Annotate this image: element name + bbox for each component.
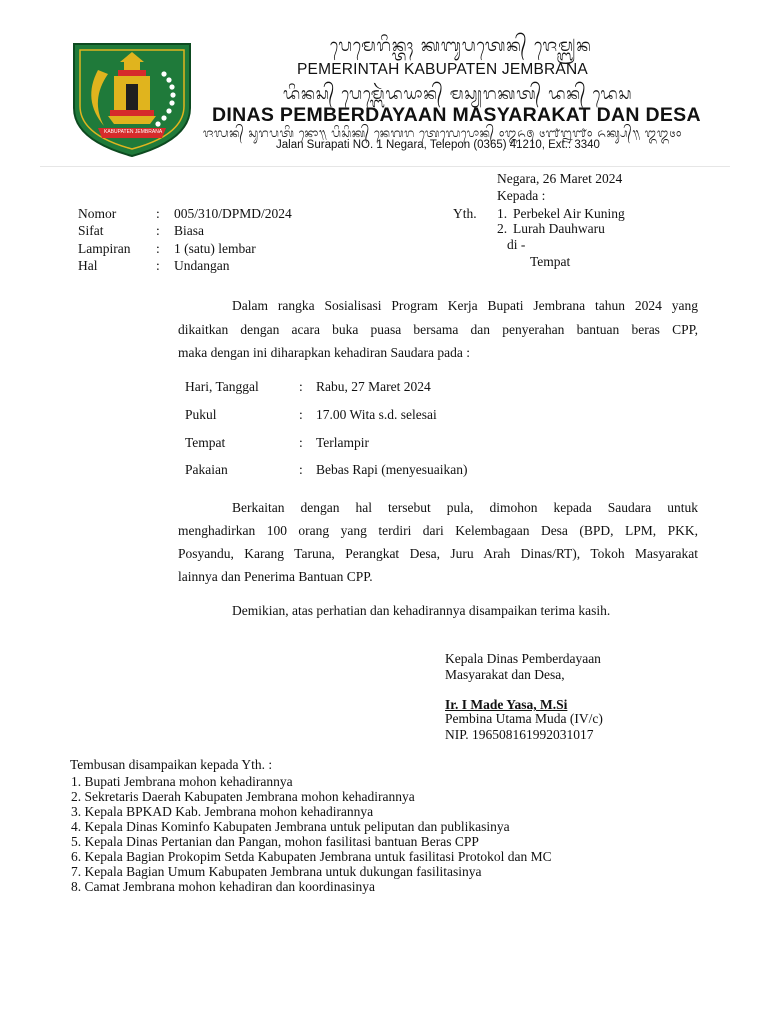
meta-value: Biasa — [174, 223, 204, 238]
copies-item: 7. Kepala Bagian Umum Kabupaten Jembrana untuk dukungan fasilitasinya — [71, 864, 482, 879]
signatory-title: Masyarakat dan Desa, — [445, 667, 565, 682]
copies-item: 2. Sekretaris Daerah Kabupaten Jembrana mohon kehadirannya — [71, 789, 415, 804]
recipient-place: Tempat — [530, 254, 571, 269]
recipient-name: Lurah Dauhwaru — [513, 221, 605, 236]
signatory-nip: NIP. 196508161992031017 — [445, 727, 594, 742]
detail-value: Bebas Rapi (menyesuaikan) — [316, 462, 468, 477]
detail-label: Pukul — [185, 407, 217, 422]
detail-separator: : — [299, 379, 303, 394]
recipient-number: 1. — [497, 206, 508, 221]
para1-line: dikaitkan dengan acara buka puasa bersama dan penyerahan bantuan beras CPP, — [178, 322, 698, 337]
recipient-name: Perbekel Air Kuning — [513, 206, 625, 221]
letterhead-address: Jalan Surapati NO. 1 Negara, Telepon (0365) 41210, Ext.: 3340 — [276, 139, 600, 151]
balinese-script-line-3: ᬚᬮᬦ᭄ ᬲᬸᬭᬧᬢᬶ ᬦᭀ᭟ ᬧᬶᬲᬶᬓ᭄ ᬦᬾᬕᬭ ᬢᬾᬮᬾᬧᭀᬦ᭄ ᭐᭓᭖᭕ ᭔᭑᭒᭑᭐ ᬏᬓ᭄ᬲ᭄᭟ ᭓᭓᭔᭐ — [203, 126, 683, 140]
department-name: DINAS PEMBERDAYAAN MASYARAKAT DAN DESA — [212, 104, 701, 126]
balinese-script-line-1: ᬧᬾᬫᬾᬭᬶᬦ᭄ᬢᬄ ᬓᬩᬸᬧᬢᬾᬦ᭄ ᬚᬾᬫ᭄ᬩ᭄ᬭᬦ — [330, 36, 592, 56]
meta-label: Sifat — [78, 223, 104, 238]
copies-heading: Tembusan disampaikan kepada Yth. : — [70, 757, 273, 772]
para1-line: Dalam rangka Sosialisasi Program Kerja Bupati Jembrana tahun 2024 yang — [232, 298, 698, 313]
copies-item: 5. Kepala Dinas Pertanian dan Pangan, mohon fasilitasi bantuan Beras CPP — [71, 834, 479, 849]
meta-value: Undangan — [174, 258, 230, 273]
signatory-rank: Pembina Utama Muda (IV/c) — [445, 711, 603, 726]
meta-separator: : — [156, 258, 160, 273]
meta-separator: : — [156, 241, 160, 256]
kepada-label: Kepada : — [497, 188, 546, 203]
para2-line: lainnya dan Penerima Bantuan CPP. — [178, 569, 373, 584]
meta-separator: : — [156, 223, 160, 238]
detail-label: Tempat — [185, 435, 226, 450]
para1-line: maka dengan ini diharapkan kehadiran Saudara pada : — [178, 345, 471, 360]
detail-separator: : — [299, 435, 303, 450]
detail-value: 17.00 Wita s.d. selesai — [316, 407, 437, 422]
detail-separator: : — [299, 407, 303, 422]
signatory-name: Ir. I Made Yasa, M.Si — [445, 697, 568, 712]
letterhead-divider — [40, 166, 730, 167]
recipient-number: 2. — [497, 221, 508, 236]
recipient-di: di - — [507, 237, 526, 252]
balinese-script-line-2: ᬤᬶᬦᬲ᭄ ᬧᬾᬫ᭄ᬩᬾᬃᬤᬬᬵᬦ᭄ ᬫᬲ᭄ᬬᬭᬓᬢ᭄ ᬤᬦ᭄ ᬤᬾᬲ — [283, 84, 633, 103]
detail-label: Pakaian — [185, 462, 228, 477]
copies-item: 4. Kepala Dinas Kominfo Kabupaten Jembrana untuk peliputan dan publikasinya — [71, 819, 510, 834]
detail-separator: : — [299, 462, 303, 477]
jembrana-regency-logo — [68, 40, 196, 158]
copies-item: 8. Camat Jembrana mohon kehadiran dan koordinasinya — [71, 879, 376, 894]
meta-label: Lampiran — [78, 241, 131, 256]
copies-item: 1. Bupati Jembrana mohon kehadirannya — [71, 774, 293, 789]
detail-value: Rabu, 27 Maret 2024 — [316, 379, 431, 394]
detail-label: Hari, Tanggal — [185, 379, 259, 394]
copies-item: 6. Kepala Bagian Prokopim Setda Kabupaten Jembrana untuk fasilitasi Protokol dan MC — [71, 849, 552, 864]
government-name: PEMERINTAH KABUPATEN JEMBRANA — [297, 61, 588, 78]
meta-label: Nomor — [78, 206, 117, 221]
signatory-title: Kepala Dinas Pemberdayaan — [445, 651, 601, 666]
meta-separator: : — [156, 206, 160, 221]
yth-label: Yth. — [453, 206, 477, 221]
para2-line: menghadirkan 100 orang yang terdiri dari Kelembagaan Desa (BPD, LPM, PKK, — [178, 523, 698, 538]
para2-line: Posyandu, Karang Taruna, Perangkat Desa, Juru Arah Dinas/RT), Tokoh Masyarakat — [178, 546, 698, 561]
logo-banner-text: KABUPATEN JEMBRANA — [104, 129, 163, 135]
detail-value: Terlampir — [316, 435, 370, 450]
copies-item: 3. Kepala BPKAD Kab. Jembrana mohon kehadirannya — [71, 804, 374, 819]
meta-value: 005/310/DPMD/2024 — [174, 206, 292, 221]
meta-value: 1 (satu) lembar — [174, 241, 256, 256]
letter-date: Negara, 26 Maret 2024 — [497, 171, 623, 186]
meta-label: Hal — [78, 258, 98, 273]
closing-sentence: Demikian, atas perhatian dan kehadirannya disampaikan terima kasih. — [232, 603, 611, 618]
para2-line: Berkaitan dengan hal tersebut pula, dimohon kepada Saudara untuk — [232, 500, 698, 515]
